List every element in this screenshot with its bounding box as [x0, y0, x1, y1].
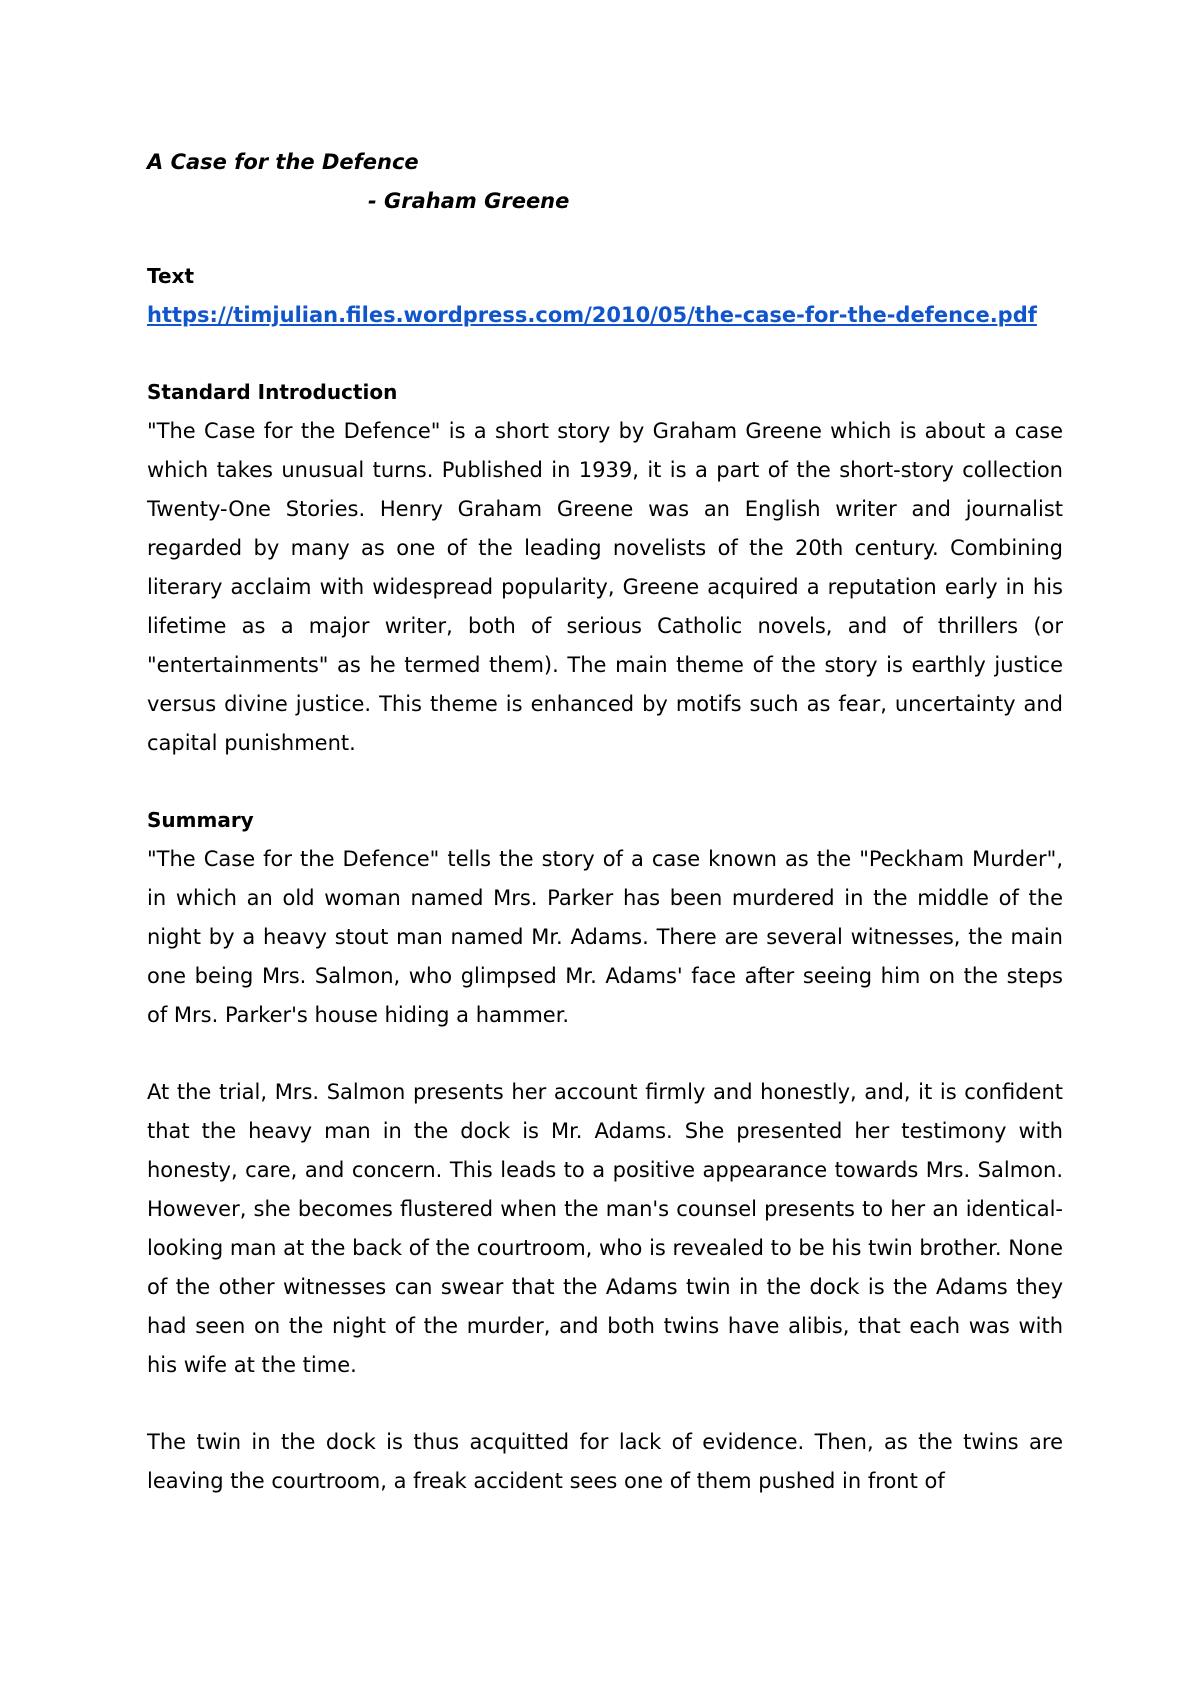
intro-paragraph: "The Case for the Defence" is a short story by Graham Greene which is about a case which takes unusual turns. Published in 1939, it is a part of the short-story collection Twenty-One Stories. Henry Graham Greene was an English writer and journalist regarded by many as one of the leading novelists of the 20th century. Combining literary acclaim with widespread popularity, Greene acquired a reputation early in his lifetime as a major writer, both of serious Catholic novels, and of thrillers (or "entertainments" as he termed them). The main theme of the story is earthly justice versus divine justice. This theme is enhanced by motifs such as fear, uncertainty and capital punishment.	[147, 419, 1063, 755]
document-page	[147, 146, 1063, 1501]
spacer	[147, 217, 1063, 257]
intro-heading: Standard Introduction	[147, 380, 398, 404]
spacer	[147, 763, 1063, 801]
summary-paragraph-2: At the trial, Mrs. Salmon presents her account firmly and honestly, and, it is confident that the heavy man in the dock is Mr. Adams. She presented her testimony with honesty, care, and concern. This leads to a positive appearance towards Mrs. Salmon. However, she becomes flustered when the man's counsel presents to her an identical-looking man at the back of the courtroom, who is revealed to be his twin brother. None of the other witnesses can swear that the Adams twin in the dock is the Adams they had seen on the night of the murder, and both twins have alibis, that each was with his wife at the time.	[147, 1080, 1063, 1377]
summary-paragraph-1: "The Case for the Defence" tells the story of a case known as the "Peckham Murder", in which an old woman named Mrs. Parker has been murdered in the middle of the night by a heavy stout man named Mr. Adams. There are several witnesses, the main one being Mrs. Salmon, who glimpsed Mr. Adams' face after seeing him on the steps of Mrs. Parker's house hiding a hammer.	[147, 847, 1063, 1027]
document-author: - Graham Greene	[368, 189, 570, 213]
text-link[interactable]: https://timjulian.files.wordpress.com/2010/05/the-case-for-the-defence.pdf	[147, 303, 1037, 327]
spacer	[147, 335, 1063, 373]
document-title: A Case for the Defence	[147, 150, 419, 174]
summary-heading: Summary	[147, 808, 254, 832]
summary-paragraph-3: The twin in the dock is thus acquitted for lack of evidence. Then, as the twins are leaving the courtroom, a freak accident sees one of them pushed in front of	[147, 1430, 1063, 1493]
text-heading: Text	[147, 264, 195, 288]
spacer	[147, 1385, 1063, 1423]
spacer	[147, 1035, 1063, 1073]
